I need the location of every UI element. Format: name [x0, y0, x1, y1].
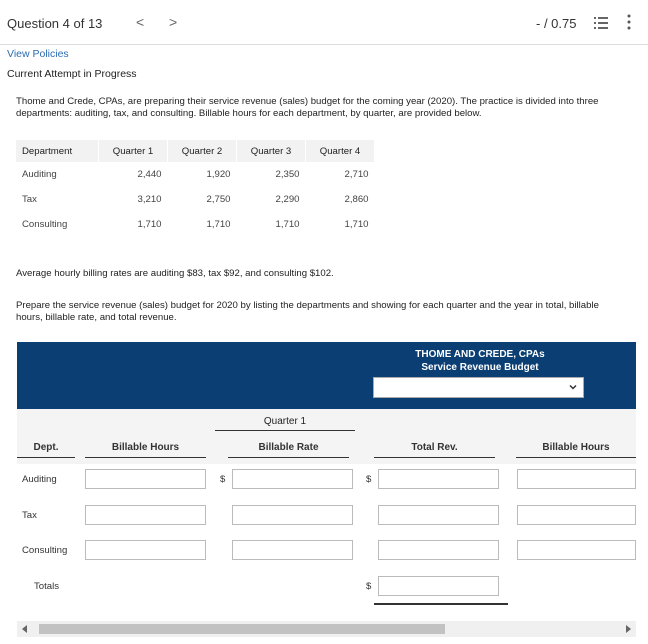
table-cell: 2,350: [275, 169, 300, 180]
row-label-auditing: Auditing: [22, 474, 57, 485]
horizontal-scrollbar[interactable]: [17, 621, 636, 637]
top-bar: [0, 0, 648, 45]
dept-column-header: Dept.: [33, 442, 59, 453]
total-underline: [374, 603, 508, 605]
table-cell: 2,290: [275, 194, 300, 205]
previous-question-button[interactable]: <: [136, 14, 145, 30]
column-header: Quarter 3: [237, 140, 306, 162]
next-question-button[interactable]: >: [169, 14, 178, 30]
column-underline: [85, 457, 206, 458]
table-cell: Consulting: [22, 219, 68, 230]
tax-total-input[interactable]: [378, 505, 499, 525]
consulting-total-input[interactable]: [378, 540, 499, 560]
column-header: Quarter 4: [306, 140, 375, 162]
row-label-consulting: Consulting: [22, 545, 68, 556]
auditing-hours-input[interactable]: [85, 469, 206, 489]
billable-hours-table: [16, 140, 375, 237]
company-name: THOME AND CREDE, CPAs: [415, 349, 545, 360]
table-cell: 1,710: [275, 219, 300, 230]
problem-intro: Thome and Crede, CPAs, are preparing their service revenue (sales) budget for the coming year (2020). The practice is divided into three departments: auditing, tax, and consulting. Billable hours for each department, by quarter, are provided below.: [16, 96, 599, 119]
table-cell: 2,710: [344, 169, 369, 180]
score-display: - / 0.75: [536, 16, 577, 31]
table-cell: 2,440: [137, 169, 162, 180]
table-cell: 1,920: [206, 169, 231, 180]
scroll-right-icon[interactable]: [626, 625, 631, 633]
totals-revenue-input[interactable]: [378, 576, 499, 596]
instruction-text: Prepare the service revenue (sales) budget for 2020 by listing the departments and showing for each quarter and the year in total, billable hours, billable rate, and total revenue.: [16, 300, 599, 323]
budget-title: [376, 348, 584, 374]
auditing-hours-input-2[interactable]: [517, 469, 636, 489]
tax-hours-input[interactable]: [85, 505, 206, 525]
question-counter: Question 4 of 13: [7, 16, 103, 31]
consulting-hours-input[interactable]: [85, 540, 206, 560]
column-underline: [17, 457, 75, 458]
period-select[interactable]: [373, 377, 584, 398]
billing-rates-text: Average hourly billing rates are auditing $83, tax $92, and consulting $102.: [16, 268, 334, 279]
total-revenue-column-header: Total Rev.: [411, 442, 458, 453]
auditing-rate-input[interactable]: [232, 469, 353, 489]
table-row: [16, 187, 375, 212]
attempt-status: Current Attempt in Progress: [7, 68, 137, 80]
table-cell: 2,750: [206, 194, 231, 205]
table-cell: 1,710: [137, 219, 162, 230]
currency-symbol: $: [366, 581, 372, 592]
column-underline: [374, 457, 495, 458]
billable-rate-column-header: Billable Rate: [258, 442, 319, 453]
column-underline: [516, 457, 636, 458]
column-underline: [228, 457, 349, 458]
table-cell: 3,210: [137, 194, 162, 205]
list-icon[interactable]: [594, 17, 608, 29]
scrollbar-thumb[interactable]: [39, 624, 445, 634]
view-policies-link[interactable]: View Policies: [7, 48, 69, 60]
table-cell: Auditing: [22, 169, 57, 180]
table-cell: 1,710: [206, 219, 231, 230]
column-header: Quarter 2: [168, 140, 237, 162]
tax-rate-input[interactable]: [232, 505, 353, 525]
column-header: Quarter 1: [99, 140, 168, 162]
budget-name: Service Revenue Budget: [421, 362, 539, 373]
table-cell: 2,860: [344, 194, 369, 205]
table-cell: 1,710: [344, 219, 369, 230]
table-row: [16, 162, 375, 187]
tax-hours-input-2[interactable]: [517, 505, 636, 525]
billable-hours-column-header-2: Billable Hours: [542, 442, 610, 453]
chevron-down-icon: [569, 383, 577, 391]
currency-symbol: $: [220, 474, 226, 485]
table-row: [16, 212, 375, 237]
more-vertical-icon[interactable]: [626, 14, 632, 30]
consulting-hours-input-2[interactable]: [517, 540, 636, 560]
quarter-heading: Quarter 1: [263, 416, 307, 427]
quarter-underline: [215, 430, 355, 431]
table-cell: Tax: [22, 194, 37, 205]
scroll-left-icon[interactable]: [22, 625, 27, 633]
column-header: Department: [16, 140, 99, 162]
row-label-tax: Tax: [22, 510, 37, 521]
auditing-total-input[interactable]: [378, 469, 499, 489]
currency-symbol: $: [366, 474, 372, 485]
row-label-totals: Totals: [34, 581, 60, 592]
consulting-rate-input[interactable]: [232, 540, 353, 560]
billable-hours-column-header: Billable Hours: [111, 442, 180, 453]
